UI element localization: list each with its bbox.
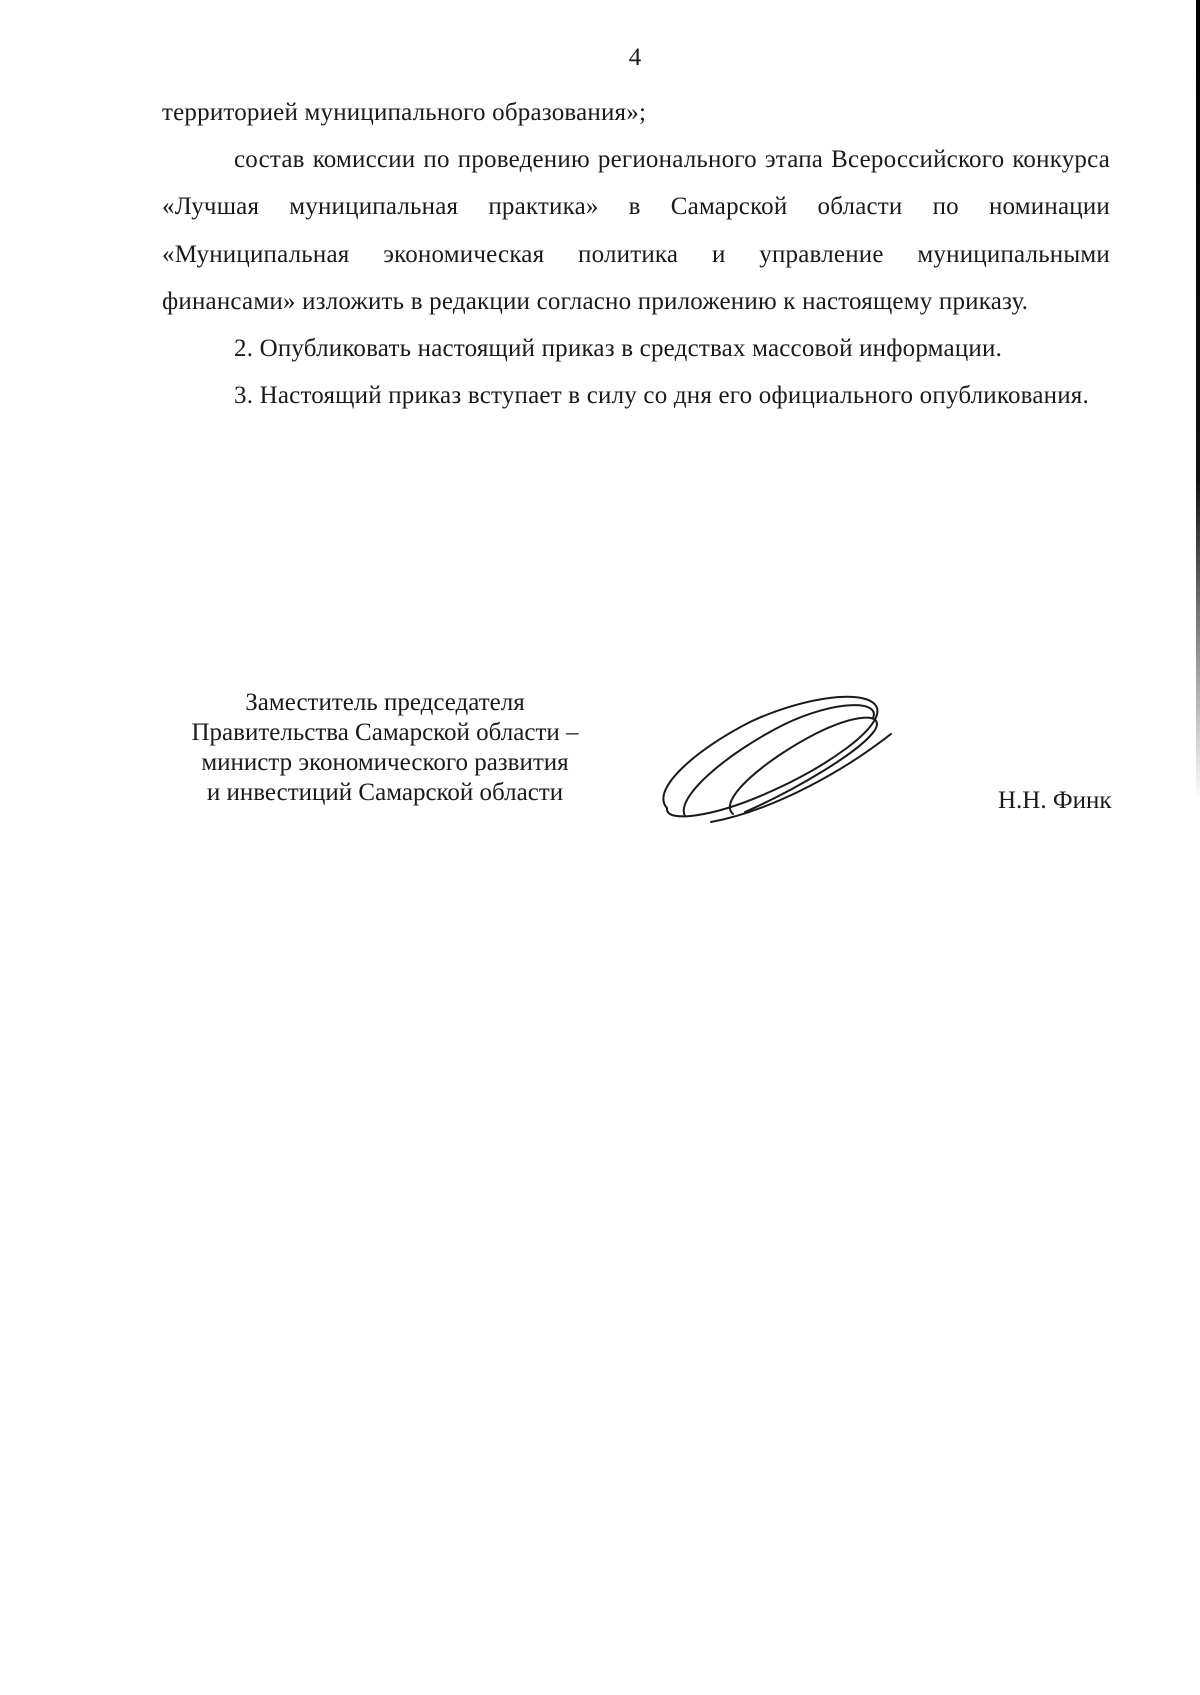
- page-number: 4: [628, 44, 642, 71]
- signatory-position: [150, 688, 620, 808]
- position-line: и инвестиций Самарской области: [206, 779, 564, 806]
- paragraph-continuation: территорией муниципального образования»;: [162, 99, 647, 126]
- document-body: [162, 89, 1110, 419]
- paragraph-commission: состав комиссии по проведению регионального этапа Всероссийского конкурса «Лучшая муниципальная практика» в Самарской области по номинации «Муниципальная экономическая политика и управление муниципальными финансами» изложить в редакции согласно приложению к настоящему приказу.: [162, 146, 1110, 315]
- paragraph-effective: 3. Настоящий приказ вступает в силу со дня его официального опубликования.: [234, 382, 1089, 410]
- signer-name: Н.Н. Финк: [998, 787, 1112, 814]
- position-line: Заместитель председателя: [245, 689, 525, 716]
- handwritten-signature-icon: [655, 690, 895, 830]
- position-line: Правительства Самарской области –: [191, 719, 579, 746]
- scan-border: [1196, 0, 1200, 800]
- position-line: министр экономического развития: [201, 749, 569, 776]
- paragraph-publish: 2. Опубликовать настоящий приказ в средствах массовой информации.: [234, 335, 1003, 363]
